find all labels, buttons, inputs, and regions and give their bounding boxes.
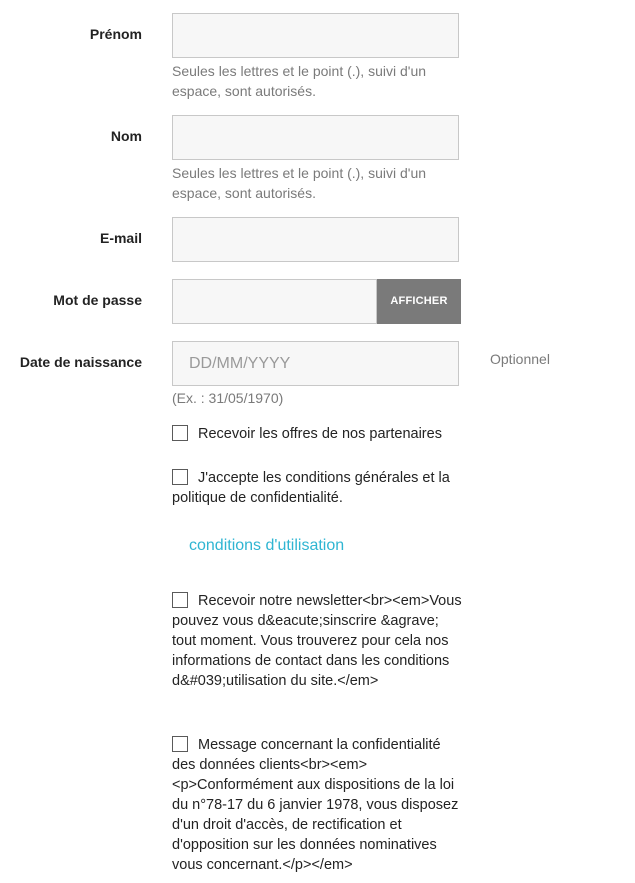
password-label: Mot de passe	[53, 292, 142, 308]
partners-checkbox[interactable]	[172, 425, 188, 441]
show-password-button[interactable]: AFFICHER	[377, 279, 461, 324]
firstname-help: Seules les lettres et le point (.), suivi d'un espace, sont autorisés.	[172, 63, 427, 99]
terms-checkbox[interactable]	[172, 469, 188, 485]
newsletter-checkbox[interactable]	[172, 592, 188, 608]
privacy-option	[172, 735, 464, 875]
newsletter-checkbox-label: Recevoir notre newsletter<br><em>Vous pouvez vous d&eacute;sinscrire &agrave; tout moment. Vous trouverez pour cela nos informations de contact dans les conditions d&#039;utilisation du site.</em>	[172, 593, 462, 689]
lastname-help: Seules les lettres et le point (.), suivi d'un espace, sont autorisés.	[172, 165, 427, 201]
newsletter-option	[172, 591, 464, 691]
terms-link[interactable]: conditions d'utilisation	[189, 537, 345, 554]
firstname-input[interactable]	[172, 13, 459, 58]
birthday-input[interactable]: DD/MM/YYYY	[172, 341, 459, 386]
lastname-input[interactable]	[172, 115, 459, 160]
privacy-checkbox[interactable]	[172, 736, 188, 752]
terms-option	[172, 468, 464, 508]
firstname-label: Prénom	[89, 26, 142, 42]
partners-checkbox-label: Recevoir les offres de nos partenaires	[198, 426, 442, 442]
terms-checkbox-label: J'accepte les conditions générales et la politique de confidentialité.	[172, 470, 450, 506]
partners-option	[172, 424, 464, 444]
password-input[interactable]	[172, 279, 377, 324]
birthday-help: (Ex. : 31/05/1970)	[172, 390, 284, 406]
lastname-label: Nom	[110, 128, 142, 144]
email-label: E-mail	[99, 230, 142, 246]
birthday-optional-note: Optionnel	[490, 351, 550, 367]
privacy-checkbox-label: Message concernant la confidentialité des données clients<br><em><p>Conformément aux dispositions de la loi du n°78-17 du 6 janvier 1978, vous disposez d'un droit d'accès, de rectification et d'opposition sur les données nominatives vous concernant.</p></em>	[172, 737, 459, 873]
email-input[interactable]	[172, 217, 459, 262]
birthday-label: Date de naissance	[19, 354, 142, 370]
